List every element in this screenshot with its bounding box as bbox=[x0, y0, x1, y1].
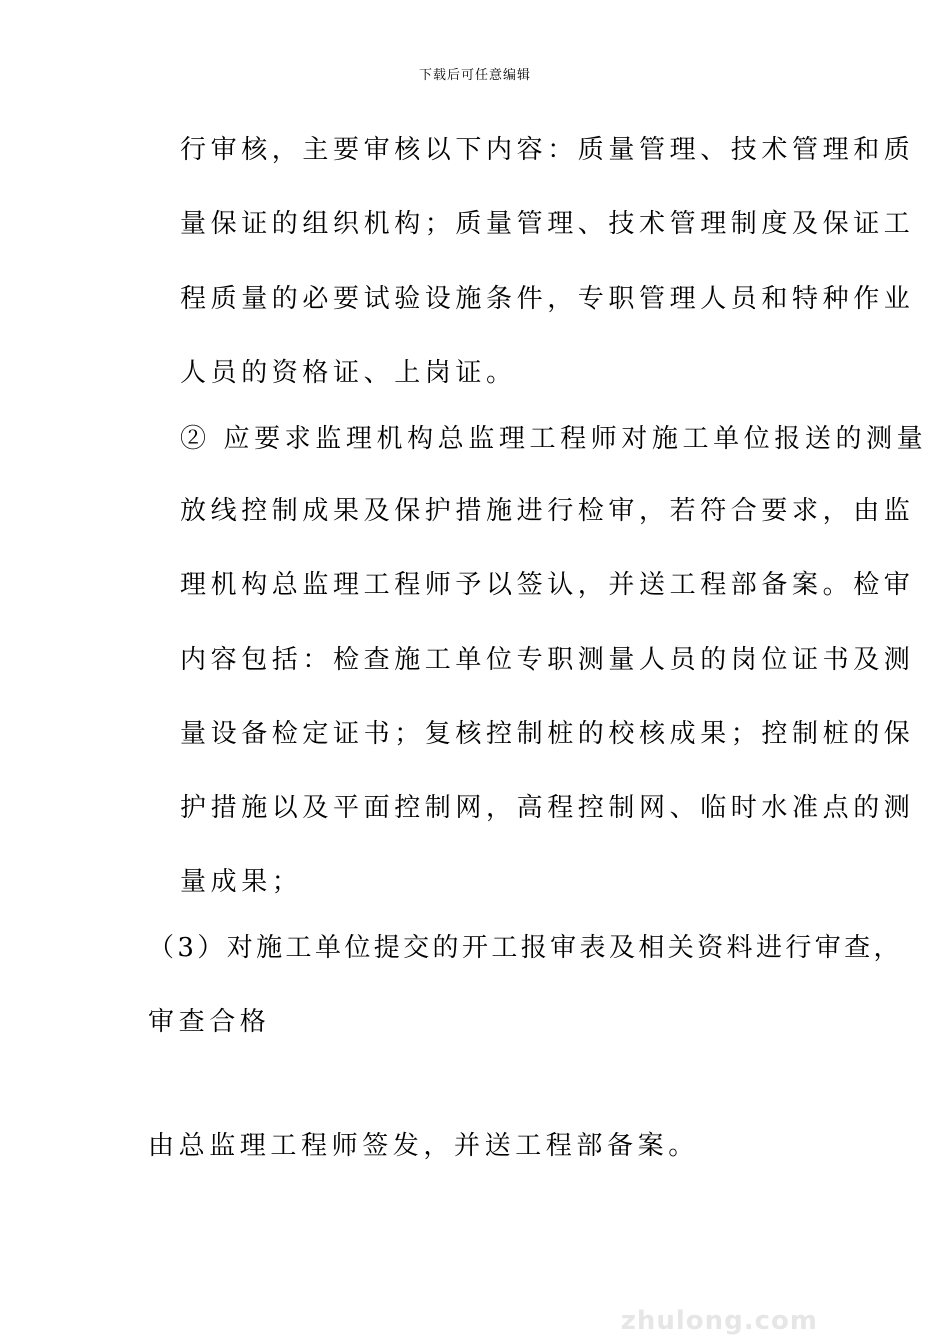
paragraph-line: 程质量的必要试验设施条件，专职管理人员和特种作业 bbox=[180, 284, 915, 314]
paragraph-line: ② 应要求监理机构总监理工程师对施工单位报送的测量 bbox=[180, 424, 928, 454]
paragraph-line: 量保证的组织机构；质量管理、技术管理制度及保证工 bbox=[180, 209, 915, 239]
watermark: zhulong.com bbox=[620, 1306, 818, 1336]
paragraph-line: 内容包括：检查施工单位专职测量人员的岗位证书及测 bbox=[180, 645, 915, 675]
paragraph-line: 人员的资格证、上岗证。 bbox=[180, 358, 517, 388]
paragraph-line: 量成果； bbox=[180, 867, 303, 897]
section-heading-3: （3）对施工单位提交的开工报审表及相关资料进行审查， bbox=[148, 933, 903, 963]
paragraph-line: 理机构总监理工程师予以签认，并送工程部备案。检审 bbox=[180, 570, 915, 600]
page-header: 下载后可任意编辑 bbox=[418, 68, 531, 83]
paragraph-line: 由总监理工程师签发，并送工程部备案。 bbox=[148, 1131, 699, 1161]
paragraph-line: 审查合格 bbox=[148, 1007, 271, 1037]
paragraph-line: 护措施以及平面控制网，高程控制网、临时水准点的测 bbox=[180, 793, 915, 823]
paragraph-line: 放线控制成果及保护措施进行检审，若符合要求，由监 bbox=[180, 496, 915, 526]
paragraph-line: 行审核，主要审核以下内容：质量管理、技术管理和质 bbox=[180, 135, 915, 165]
paragraph-line: 量设备检定证书；复核控制桩的校核成果；控制桩的保 bbox=[180, 719, 915, 749]
